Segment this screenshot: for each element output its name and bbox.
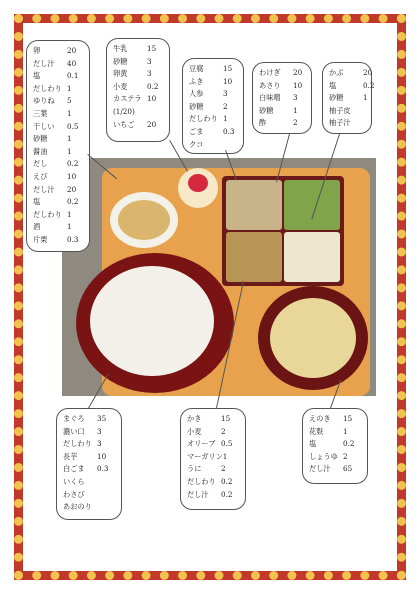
ingredient-amount: 1 (67, 108, 72, 118)
ingredient-name: 酒 (33, 222, 41, 232)
ingredient-amount: 3 (97, 426, 102, 436)
ingredient-amount: 2 (221, 426, 226, 436)
ingredient-row (309, 438, 361, 451)
ingredient-row (187, 413, 239, 426)
ingredient-amount: 0.2 (67, 159, 79, 169)
ingredient-amount: 1 (223, 114, 228, 124)
ingredient-name: 柚子皮 (329, 105, 351, 115)
ingredient-row (187, 451, 239, 464)
ingredient-row (187, 463, 239, 476)
ingredient-row (189, 76, 237, 89)
ingredient-name: だしわり (33, 83, 62, 93)
ingredient-amount: 0.1 (67, 71, 79, 81)
ingredient-name: わさび (63, 489, 85, 499)
note-maguro (56, 408, 122, 520)
ingredient-amount: 1 (67, 83, 72, 93)
note-tofu (182, 58, 244, 154)
ingredient-name: だしわり (189, 114, 218, 124)
ingredient-amount: 20 (363, 68, 373, 77)
ingredient-row (329, 92, 368, 105)
ingredient-row (189, 101, 237, 114)
ingredient-row (329, 105, 365, 118)
note-egg-custard (26, 40, 90, 252)
ingredient-amount: 20 (293, 68, 303, 77)
ingredient-amount: 2 (293, 118, 298, 128)
ingredient-amount: 0.2 (221, 476, 233, 486)
ingredient-row (33, 158, 83, 171)
ingredient-name: 砂糖 (113, 56, 128, 66)
ingredient-amount: 15 (221, 414, 231, 423)
ingredient-amount: 1 (67, 146, 72, 156)
note-kabu (322, 62, 375, 134)
ingredient-row (33, 95, 83, 108)
ingredient-row (113, 81, 163, 94)
ingredient-amount: 5 (67, 96, 72, 106)
note-oyster (180, 408, 246, 510)
ingredient-row (63, 501, 115, 514)
ingredient-amount: 15 (223, 64, 233, 73)
ingredient-amount: 0.5 (221, 439, 233, 449)
ingredient-row (187, 438, 239, 451)
ingredient-row (187, 476, 239, 489)
ingredient-name: (1/20) (113, 106, 135, 116)
ingredient-name: 砂糖 (259, 105, 274, 115)
ingredient-amount: 1 (293, 105, 298, 115)
ingredient-amount: 2 (221, 464, 226, 474)
ingredient-amount: 0.3 (67, 234, 79, 244)
ingredient-row (189, 88, 237, 101)
ingredient-amount: 10 (147, 94, 157, 104)
ingredient-amount: 15 (147, 44, 157, 53)
note-dessert (106, 38, 170, 142)
ingredient-amount: 65 (343, 464, 353, 474)
ingredient-name: 塩 (33, 71, 41, 81)
ingredient-row (189, 113, 237, 126)
ingredient-row (259, 105, 305, 118)
ingredient-amount: 0.2 (147, 81, 159, 91)
ingredient-row (33, 196, 83, 209)
ingredient-row (63, 476, 115, 489)
ingredient-name: 濃い口 (63, 426, 85, 436)
ingredient-amount: 35 (97, 414, 107, 423)
bento-cell-oyster (226, 232, 282, 282)
bento-cell-wakegi (284, 180, 340, 230)
ingredient-row (309, 451, 361, 464)
ingredient-row (259, 80, 305, 93)
note-wakegi (252, 62, 312, 134)
ingredient-name: まぐろ (63, 414, 85, 423)
ingredient-row (187, 426, 239, 439)
ingredient-name: 花麩 (309, 426, 324, 436)
ingredient-amount: 20 (67, 46, 77, 55)
ingredient-row (189, 63, 237, 76)
ingredient-row (113, 43, 163, 56)
ingredient-amount: 10 (67, 171, 77, 181)
ingredient-row (33, 108, 83, 121)
ingredient-name: だしわり (33, 209, 62, 219)
ingredient-name: ゆりね (33, 96, 55, 106)
ingredient-amount: 3 (147, 69, 152, 79)
ingredient-name: オリーブ (187, 439, 216, 449)
ingredient-row (113, 56, 163, 69)
ingredient-name: 長芋 (63, 451, 78, 461)
ingredient-row (63, 463, 115, 476)
ingredient-row (113, 106, 163, 119)
ingredient-row (187, 489, 239, 502)
ingredient-name: 塩 (309, 439, 317, 449)
ingredient-name: えのき (309, 414, 331, 423)
ingredient-name: 片栗 (33, 234, 48, 244)
ingredient-name: 酢 (259, 118, 267, 128)
ingredient-amount: 1 (67, 209, 72, 219)
strawberry (188, 174, 208, 192)
ingredient-name: マーガリン (187, 451, 223, 461)
ingredient-amount: 1 (222, 451, 228, 461)
ingredient-row (63, 413, 115, 426)
ingredient-amount: 0.2 (343, 439, 355, 449)
clear-soup (270, 298, 356, 378)
ingredient-amount: 20 (147, 119, 157, 129)
ingredient-amount: 10 (223, 76, 233, 86)
ingredient-amount: 0.2 (67, 197, 79, 207)
ingredient-row (33, 121, 83, 134)
ingredient-amount: 2 (343, 451, 348, 461)
ingredient-name: しょうゆ (309, 451, 338, 461)
ingredient-name: 小麦 (113, 81, 128, 91)
ingredient-amount: 0.3 (223, 126, 235, 136)
ingredient-name: だし汁 (33, 184, 55, 194)
ingredient-name: だし汁 (33, 58, 55, 68)
ingredient-name: 白ごま (63, 464, 85, 474)
ingredient-name: 砂糖 (329, 93, 344, 103)
bento-cell-tofu (226, 180, 282, 230)
ingredient-amount: 3 (293, 93, 298, 103)
ingredient-row (33, 234, 83, 247)
ingredient-row (63, 451, 115, 464)
ingredient-amount: 40 (67, 58, 77, 68)
ingredient-row (33, 45, 83, 58)
bento-cell-kabu (284, 232, 340, 282)
bento-box (222, 176, 344, 286)
ingredient-name: だしわり (187, 476, 216, 486)
ingredient-name: だしわり (63, 439, 92, 449)
ingredient-row (259, 92, 305, 105)
ingredient-name: だし汁 (309, 464, 331, 474)
ingredient-row (259, 67, 305, 80)
ingredient-row (309, 426, 361, 439)
ingredient-row (63, 426, 115, 439)
ingredient-name: カステラ (113, 94, 142, 104)
ingredient-name: わけぎ (259, 68, 281, 77)
ingredient-row (329, 80, 375, 93)
ingredient-amount: 20 (67, 184, 77, 194)
ingredient-name: かき (187, 414, 202, 423)
ingredient-row (259, 117, 305, 130)
ingredient-row (33, 83, 83, 96)
ingredient-name: 人参 (189, 89, 204, 99)
ingredient-row (113, 93, 163, 106)
ingredient-name: かぶ (329, 68, 344, 77)
ingredient-amount: 0.2 (221, 489, 233, 499)
ingredient-amount: 1 (363, 93, 368, 103)
ingredient-name: 砂糖 (189, 101, 204, 111)
ingredient-row (33, 70, 83, 83)
ingredient-amount: 0.2 (363, 80, 375, 90)
egg-custard (118, 200, 170, 240)
ingredient-row (329, 67, 373, 80)
ingredient-row (189, 126, 237, 139)
ingredient-row (63, 438, 115, 451)
ingredient-row (33, 171, 83, 184)
note-soup (302, 408, 368, 484)
ingredient-amount: 2 (223, 101, 228, 111)
ingredient-name: 白味噌 (259, 93, 281, 103)
ingredient-name: クコ (189, 139, 204, 149)
ingredient-amount: 1 (67, 134, 72, 144)
ingredient-name: うに (187, 464, 202, 474)
ingredient-amount: 1 (67, 222, 72, 232)
ingredient-name: 牛乳 (113, 44, 128, 53)
ingredient-amount: 10 (293, 80, 303, 90)
ingredient-name: いくら (63, 476, 85, 486)
ingredient-name: だし (33, 159, 48, 169)
ingredient-name: 干しい (33, 121, 55, 131)
meal-photo (62, 158, 376, 396)
ingredient-name: えび (33, 171, 48, 181)
ingredient-row (33, 133, 83, 146)
ingredient-name: あさり (259, 80, 281, 90)
ingredient-row (329, 117, 365, 130)
ingredient-amount: 3 (223, 89, 228, 99)
ingredient-row (113, 68, 163, 81)
ingredient-name: 豆腐 (189, 64, 204, 73)
ingredient-name: 卵黄 (113, 69, 128, 79)
ingredient-name: 卵 (33, 46, 41, 55)
ingredient-row (309, 413, 361, 426)
ingredient-row (33, 146, 83, 159)
ingredient-name: ごま (189, 126, 204, 136)
ingredient-row (63, 489, 115, 502)
ingredient-amount: 3 (147, 56, 152, 66)
ingredient-row (33, 184, 83, 197)
ingredient-name: 小麦 (187, 426, 202, 436)
ingredient-name: ふき (189, 76, 204, 86)
ingredient-row (33, 221, 83, 234)
ingredient-amount: 15 (343, 414, 353, 423)
ingredient-name: だし汁 (187, 489, 209, 499)
ingredient-name: 柚子汁 (329, 118, 351, 128)
ingredient-amount: 0.3 (97, 464, 109, 474)
maguro-rice (90, 266, 214, 376)
ingredient-name: 砂糖 (33, 134, 48, 144)
ingredient-name: 三葉 (33, 108, 48, 118)
ingredient-row (189, 139, 237, 152)
ingredient-amount: 0.5 (67, 121, 79, 131)
ingredient-row (113, 119, 163, 132)
ingredient-amount: 3 (97, 439, 102, 449)
ingredient-name: 醤油 (33, 146, 48, 156)
ingredient-amount: 1 (343, 426, 348, 436)
ingredient-row (33, 58, 83, 71)
ingredient-row (33, 209, 83, 222)
ingredient-row (309, 463, 361, 476)
ingredient-name: いちご (113, 119, 135, 129)
ingredient-name: 塩 (33, 197, 41, 207)
ingredient-name: 塩 (329, 80, 337, 90)
ingredient-amount: 10 (97, 451, 107, 461)
ingredient-name: あおのり (63, 502, 92, 512)
